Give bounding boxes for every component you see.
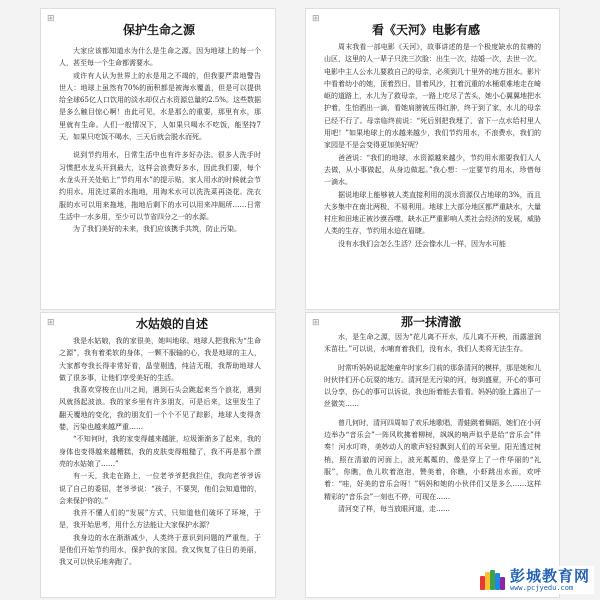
paragraph: 大家应该都知道水为什么是生命之源。因为地球上的每一个人，甚至每一个生命都需要水。 [59, 47, 261, 68]
page-title: 看《天河》电影有感 [372, 23, 481, 37]
page-title: 保护生命之源 [123, 23, 196, 37]
essay-body [59, 335, 261, 569]
paragraph: 有一天，我走在路上，一位老爷爷把我拦住，我向老爷爷诉说了自己的委屈，老爷爷说：“孩子，不要哭，他们会知道错的，会来保护你的。” [59, 472, 261, 505]
paragraph: 为了我们美好的未来，我们应该携手共筑，防止污染。 [73, 225, 241, 234]
paragraph: 或许有人认为世界上的水是用之不竭的，但我要严肃地警告世人：地球上虽然有70%的面积都是被海水覆盖，但是可以提供给全球65亿人口饮用的淡水却仅占水资源总量的2.5%。这些数据是多么触目惊心啊！由此可见，水是那么的重要，那里有水，那里就有生命。人们一般情况下，人如果只喝水不吃饭，能坚持7天，如果只吃饭不喝水，三天后就会脱水而死。 [59, 71, 261, 142]
move-handle-icon[interactable]: ⊞ [312, 318, 320, 328]
paragraph: 时常听妈妈说起她童年时家乡门前的那条清河的模样，那是她和儿时伙伴们开心玩耍的地方。清河是无污染的河，每到盛夏，开心的事可以分享，伤心的事可以诉说，我也盼着能去看看。妈妈的脸上露出了一丝微笑…… [324, 363, 541, 409]
essay-body [59, 45, 261, 235]
paragraph: 据说地球上能够被人类直接利用的淡水资源仅占地球的3%，而且大多集中在南北两极，不易利用。地球上大部分地区都严重缺水，大量村庄和田地正被沙漠吞噬，缺水正严重影响人类社会经济的发展，威胁人类的生存，节约用水迫在眉睫。 [324, 190, 541, 236]
move-handle-icon[interactable]: ⊞ [47, 14, 55, 24]
paragraph: 我并不懂人们的“发展”方式，只知道他们破坏了环境，于是，我开始思考，用什么方法能让大家保护水源？ [59, 509, 261, 530]
page-title: 水姑娘的自述 [136, 317, 209, 331]
paragraph: “不知何时，我的家变得越来越脏，垃圾渐渐多了起来，我的身体也变得越来越糟糕，我的皮肤变得粗糙了，我不再是那个漂亮的水姑娘了……” [59, 435, 261, 468]
page-2 [305, 8, 560, 310]
watermark-name: 彭城教育网 [509, 567, 590, 585]
essay-body [324, 331, 541, 515]
paragraph: 没有水我们会怎么生活？还会像水儿一样，因为水可能 [338, 239, 506, 248]
page-3 [40, 312, 276, 598]
paragraph: 曾几何时，清河四周如了欢乐地歌唱，青蛙跳着舞蹈，她们在小河边举办“音乐会”一阵风吹拂着柳树，飒飒的响声似乎是给“音乐会”伴奏！河水叮咚，美妙动人的歌声轻轻飘到人们的耳朵里。阳光透过树梢，照在清澈的河面上，波光粼粼的，像是穿上了一件华丽的“礼服”，你瞧，鱼儿吹着泡泡，赞美着，你瞧，小虾跳出水面，欢呼着：“哇，好美的音乐会呀！”妈妈和她的小伙伴们又是多么……这样精彩的“音乐会”一刻也不停，可现在…… [324, 418, 541, 501]
paragraph: 水，是生命之源，因为“花儿离不开水，瓜儿离不开秧，而露滋润禾苗壮。”可以说，水哺育着我们，没有水，我们人类将无法生存。 [324, 333, 541, 354]
page-title: 那一抹清澈 [401, 315, 462, 329]
move-handle-icon[interactable]: ⊞ [47, 318, 55, 328]
paragraph: 周末我看一部电影《天河》，故事讲述的是一个极度缺水的贫瘠的山区，这里的人一辈子只洗三次脸：出生一次，结婚一次，去世一次。电影中主人公水儿要救自己的母亲，必须到几十里外的地方担水。影片中看着幼小的她，顶着烈日、冒着风沙，扛着沉重的水桶艰难地走在崎岖的道路上，水儿为了救母亲，一路上吃尽了苦头，她小心翼翼地把水护着，生怕洒出一滴，看她肩膀被压得红肿，终于到了家，水儿的母亲已经不行了。母亲临终前说：“死后别把我埋了，省下一点水给村里人用吧！”如果地球上的水越来越少，我们节约用水，不浪费水，我们的家园是不是会变得更加美好呢？ [324, 43, 541, 150]
essay-body [324, 41, 541, 250]
paragraph: 我身边的水在渐渐减少，人类终于意识到问题的严重性，于是他们开始节约用水，保护我的家园。我又恢复了往日的美丽，我又可以快乐地奔跑了。 [59, 533, 261, 567]
watermark-url: www.pcjyedu.com [509, 584, 574, 592]
page-4 [305, 312, 560, 598]
bookshelf-logo-icon [480, 570, 506, 590]
paragraph: 我是水姑娘，我的家很美，她叫地球。地球人把我称为“生命之源”，我有着柔软的身体，一颗不服输的心，我是地球的主人，大家都夸我长得非常好看，晶莹剔透，纯洁无瑕，我帮助地球人做了很多事，让他们享受美好的生活。 [59, 337, 261, 382]
page-1 [40, 8, 276, 310]
site-watermark [476, 566, 594, 594]
paragraph: 爸爸说：“我们的地球，水资源越来越少，节约用水需要我们人人去做，从小事做起，从身边做起。”我心想：一定要节约用水，珍惜每一滴水。 [324, 153, 541, 187]
paragraph: 清河变了样，每当放眼河道，走…… [338, 504, 450, 513]
paragraph: 我喜欢穿梭在山川之间，遇到石头会跳起来当个浪花，遇到风就扬起波浪。我的家乡里有许多朋友，可是后来，这里发生了翻天覆地的变化，我的朋友们一个个不见了踪影，地球人变得贪婪，污染也越来越严重…… [59, 386, 261, 432]
move-handle-icon[interactable]: ⊞ [312, 14, 320, 24]
paragraph: 说到节约用水，日常生活中也有许多好办法。很多人洗手时习惯把水龙头开到最大，这样会浪费好多水，因此我们要，每个水龙头开关处贴上“节约用水”的提示贴，家人用水的时候就会节约用水。用洗过菜的水拖地，用淘米水可以洗洗菜再浇花。洗衣服的水可以用来拖地，拖地后剩下的水可以用来冲厕所……日常生活中一水多用，至少可以节省四分之一的水源。 [59, 151, 261, 221]
